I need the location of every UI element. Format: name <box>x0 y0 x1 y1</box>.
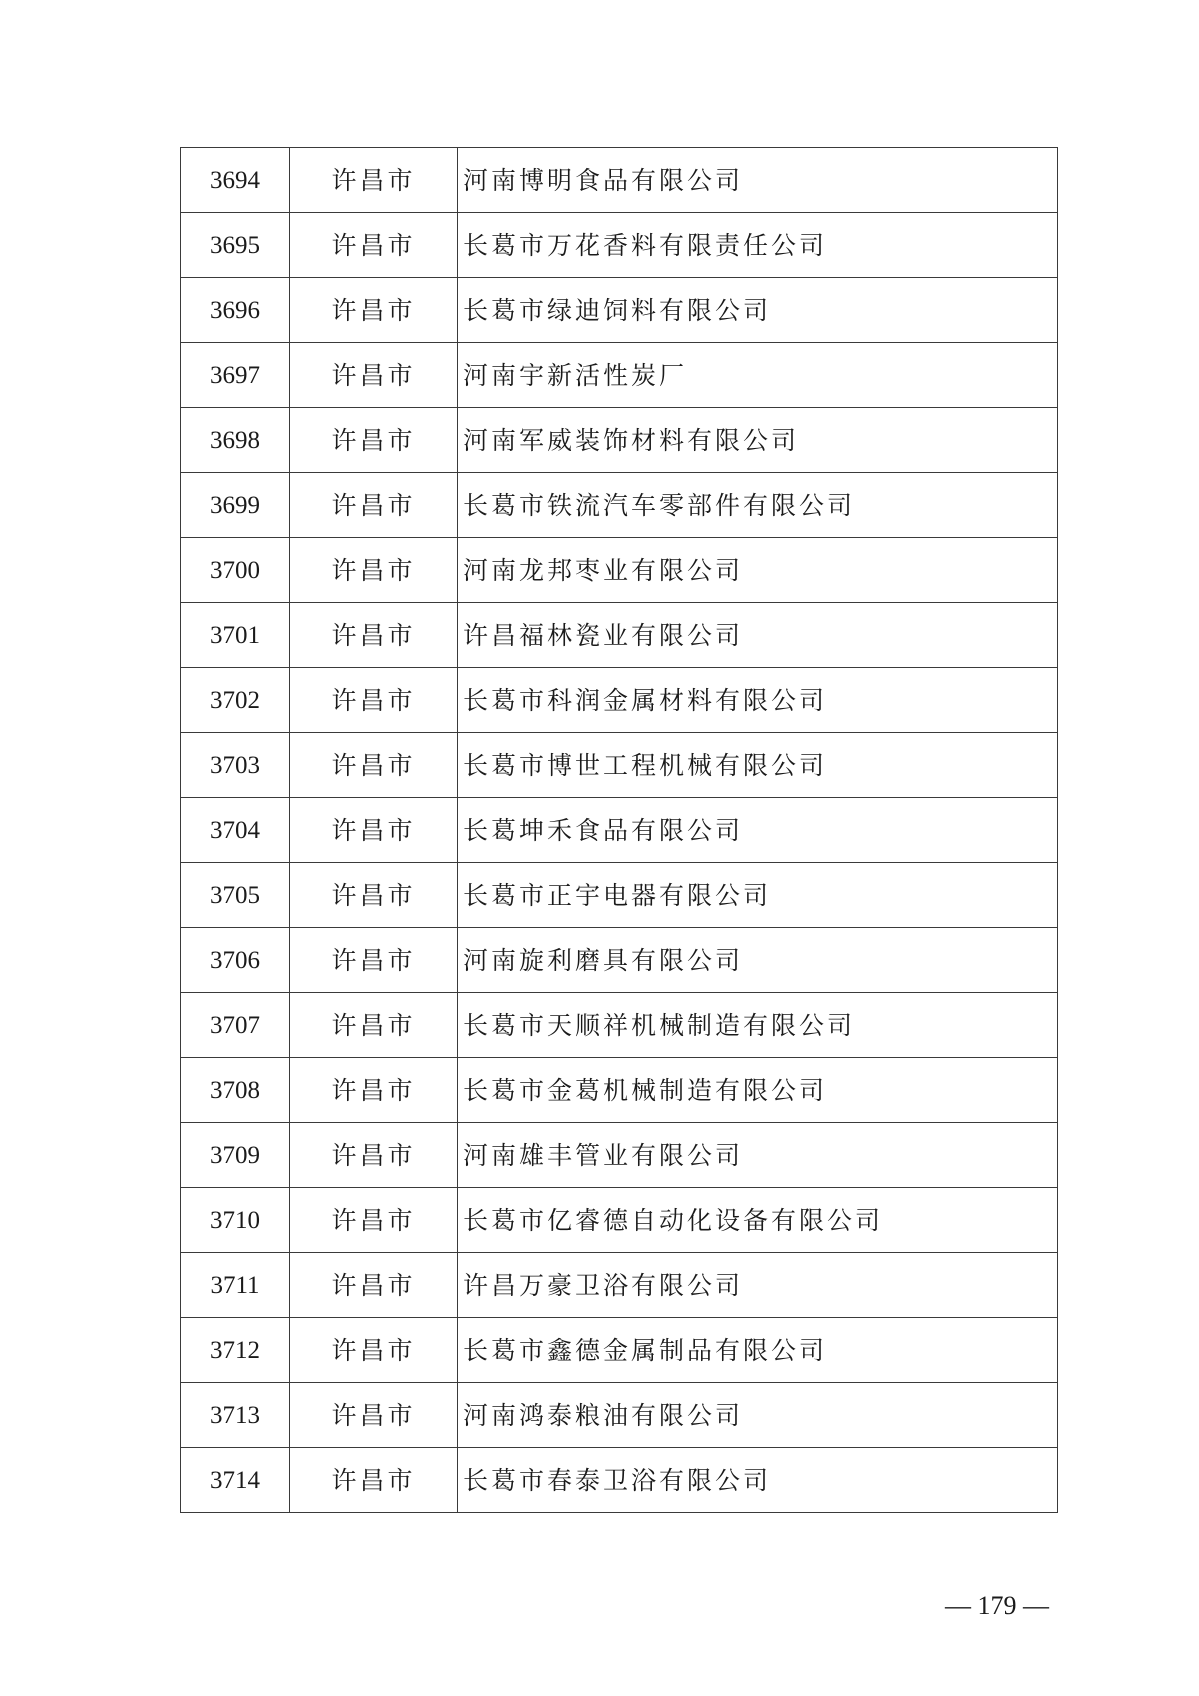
company-name: 河南军威装饰材料有限公司 <box>458 408 1058 473</box>
city-name: 许昌市 <box>290 1448 458 1513</box>
row-number: 3697 <box>181 343 290 408</box>
city-name: 许昌市 <box>290 603 458 668</box>
row-number: 3695 <box>181 213 290 278</box>
table-row <box>181 603 1058 668</box>
table-row <box>181 473 1058 538</box>
city-name: 许昌市 <box>290 1318 458 1383</box>
row-number: 3698 <box>181 408 290 473</box>
company-name: 河南博明食品有限公司 <box>458 148 1058 213</box>
table-row <box>181 1253 1058 1318</box>
row-number: 3713 <box>181 1383 290 1448</box>
row-number: 3705 <box>181 863 290 928</box>
table-row <box>181 1188 1058 1253</box>
city-name: 许昌市 <box>290 798 458 863</box>
table-row <box>181 928 1058 993</box>
city-name: 许昌市 <box>290 213 458 278</box>
row-number: 3694 <box>181 148 290 213</box>
table-row <box>181 993 1058 1058</box>
row-number: 3707 <box>181 993 290 1058</box>
table-row <box>181 668 1058 733</box>
city-name: 许昌市 <box>290 1058 458 1123</box>
city-name: 许昌市 <box>290 148 458 213</box>
company-name: 河南宇新活性炭厂 <box>458 343 1058 408</box>
row-number: 3700 <box>181 538 290 603</box>
city-name: 许昌市 <box>290 278 458 343</box>
table-row <box>181 408 1058 473</box>
city-name: 许昌市 <box>290 408 458 473</box>
company-name: 许昌万豪卫浴有限公司 <box>458 1253 1058 1318</box>
company-name: 长葛市鑫德金属制品有限公司 <box>458 1318 1058 1383</box>
table-row <box>181 343 1058 408</box>
city-name: 许昌市 <box>290 668 458 733</box>
table-row <box>181 1058 1058 1123</box>
row-number: 3701 <box>181 603 290 668</box>
company-name: 长葛市春泰卫浴有限公司 <box>458 1448 1058 1513</box>
company-name: 长葛市正宇电器有限公司 <box>458 863 1058 928</box>
company-name: 长葛市科润金属材料有限公司 <box>458 668 1058 733</box>
city-name: 许昌市 <box>290 1253 458 1318</box>
row-number: 3702 <box>181 668 290 733</box>
city-name: 许昌市 <box>290 473 458 538</box>
city-name: 许昌市 <box>290 1188 458 1253</box>
table-row <box>181 278 1058 343</box>
city-name: 许昌市 <box>290 343 458 408</box>
table-row <box>181 733 1058 798</box>
company-name: 长葛市博世工程机械有限公司 <box>458 733 1058 798</box>
table-row <box>181 863 1058 928</box>
city-name: 许昌市 <box>290 733 458 798</box>
company-name: 河南龙邦枣业有限公司 <box>458 538 1058 603</box>
row-number: 3704 <box>181 798 290 863</box>
row-number: 3699 <box>181 473 290 538</box>
company-name: 长葛市绿迪饲料有限公司 <box>458 278 1058 343</box>
row-number: 3711 <box>181 1253 290 1318</box>
company-name: 长葛坤禾食品有限公司 <box>458 798 1058 863</box>
row-number: 3708 <box>181 1058 290 1123</box>
table-row <box>181 1448 1058 1513</box>
company-name: 河南鸿泰粮油有限公司 <box>458 1383 1058 1448</box>
city-name: 许昌市 <box>290 1383 458 1448</box>
company-name: 长葛市铁流汽车零部件有限公司 <box>458 473 1058 538</box>
company-name: 长葛市天顺祥机械制造有限公司 <box>458 993 1058 1058</box>
city-name: 许昌市 <box>290 863 458 928</box>
table-row <box>181 1318 1058 1383</box>
row-number: 3712 <box>181 1318 290 1383</box>
page-number: — 179 — <box>945 1591 1049 1620</box>
table-row <box>181 798 1058 863</box>
city-name: 许昌市 <box>290 538 458 603</box>
table-row <box>181 1123 1058 1188</box>
company-name: 河南旋利磨具有限公司 <box>458 928 1058 993</box>
row-number: 3703 <box>181 733 290 798</box>
row-number: 3706 <box>181 928 290 993</box>
company-name: 长葛市金葛机械制造有限公司 <box>458 1058 1058 1123</box>
table-row <box>181 213 1058 278</box>
company-name: 长葛市亿睿德自动化设备有限公司 <box>458 1188 1058 1253</box>
city-name: 许昌市 <box>290 1123 458 1188</box>
city-name: 许昌市 <box>290 993 458 1058</box>
city-name: 许昌市 <box>290 928 458 993</box>
table-row <box>181 148 1058 213</box>
row-number: 3696 <box>181 278 290 343</box>
company-list-table <box>180 147 1058 1513</box>
company-name: 河南雄丰管业有限公司 <box>458 1123 1058 1188</box>
table-row <box>181 538 1058 603</box>
company-name: 长葛市万花香料有限责任公司 <box>458 213 1058 278</box>
row-number: 3710 <box>181 1188 290 1253</box>
company-name: 许昌福林瓷业有限公司 <box>458 603 1058 668</box>
row-number: 3714 <box>181 1448 290 1513</box>
company-list-body <box>181 148 1058 1513</box>
row-number: 3709 <box>181 1123 290 1188</box>
table-row <box>181 1383 1058 1448</box>
